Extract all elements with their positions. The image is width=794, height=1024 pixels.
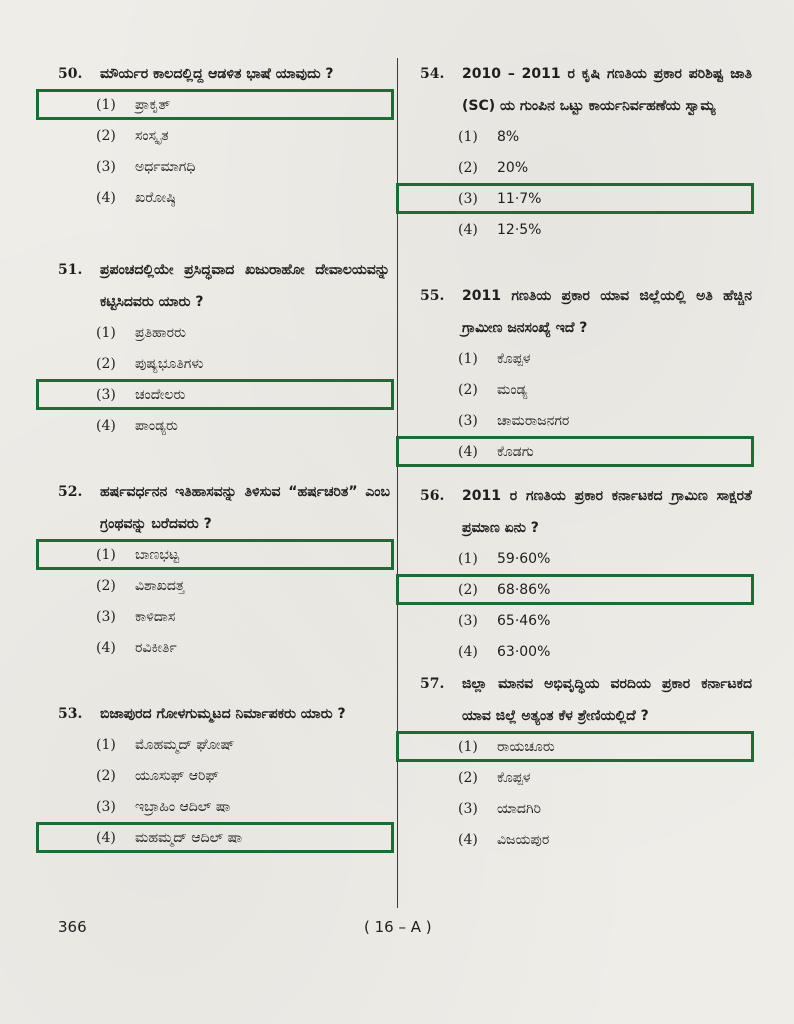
- question-50: [40, 58, 390, 214]
- option-correct: [40, 823, 390, 854]
- option-text: 12·5%: [497, 222, 542, 238]
- question-text: 2011 ಗಣತಿಯ ಪ್ರಕಾರ ಯಾವ ಜಿಲ್ಲೆಯಲ್ಲಿ ಅತಿ ಹೆಚ್ಚಿನ ಗ್ರಾಮೀಣ ಜನಸಂಖ್ಯೆ ಇದೆ ?: [462, 288, 752, 336]
- option-text: ವಿಶಾಖದತ್ತ: [135, 578, 185, 594]
- option-text: ಯಾದಗಿರಿ: [497, 801, 542, 817]
- option-number: (3): [458, 191, 478, 207]
- booklet-code: ( 16 – A ): [364, 918, 432, 936]
- option: [402, 637, 752, 668]
- option: [40, 633, 390, 664]
- question-52: [40, 476, 390, 664]
- question-text: ಬಿಜಾಪುರದ ಗೋಳಗುಮ್ಮಟದ ನಿರ್ಮಾಪಕರು ಯಾರು ?: [100, 706, 346, 722]
- option-number: (1): [458, 351, 478, 367]
- option: [402, 406, 752, 437]
- question-55: [402, 280, 752, 468]
- question-number: 50.: [58, 66, 83, 82]
- option-number: (2): [96, 768, 116, 784]
- option-text: ವಿಜಯಪುರ: [497, 832, 550, 848]
- option-number: (4): [96, 830, 116, 846]
- option-number: (1): [96, 97, 116, 113]
- option-text: ಖರೋಷ್ಠಿ: [135, 190, 176, 206]
- page-number: 366: [58, 918, 87, 936]
- option-text: 8%: [497, 129, 520, 145]
- option-number: (1): [96, 547, 116, 563]
- question-text: 2010 – 2011 ರ ಕೃಷಿ ಗಣತಿಯ ಪ್ರಕಾರ ಪರಿಶಿಷ್ಟ ಜಾತಿ (SC) ಯ ಗುಂಪಿನ ಒಟ್ಟು ಕಾರ್ಯನಿರ್ವಹಣೆಯ ಸ್ವಾಮ್ಯ: [462, 66, 752, 114]
- question-53: [40, 698, 390, 854]
- question-number: 51.: [58, 262, 83, 278]
- option: [40, 318, 390, 349]
- question-number: 57.: [420, 676, 445, 692]
- question-54: [402, 58, 752, 246]
- option-text: ಪುಷ್ಯಭೂತಿಗಳು: [135, 356, 204, 372]
- option-number: (3): [96, 159, 116, 175]
- option: [402, 763, 752, 794]
- option-text: 65·46%: [497, 613, 551, 629]
- option: [402, 606, 752, 637]
- option-text: ಯೂಸುಫ್ ಆರಿಫ್: [135, 768, 219, 784]
- option-number: (2): [96, 356, 116, 372]
- option: [40, 602, 390, 633]
- option: [40, 349, 390, 380]
- question-number: 52.: [58, 484, 83, 500]
- option-text: ಕೊಪ್ಪಳ: [497, 770, 531, 786]
- option-text: ರವಿಕೀರ್ತಿ: [135, 640, 177, 656]
- option: [402, 344, 752, 375]
- question-51: [40, 254, 390, 442]
- option-text: ಚಾಮರಾಜನಗರ: [497, 413, 570, 429]
- option: [402, 375, 752, 406]
- question-header: [402, 280, 752, 344]
- option-correct: [40, 380, 390, 411]
- option-text: ಪ್ರಾಕೃತ್: [135, 97, 171, 113]
- option-text: ಮಹಮ್ಮದ್ ಆದಿಲ್ ಷಾ: [135, 830, 243, 846]
- option-text: ಪಾಂಡ್ಯರು: [135, 418, 178, 434]
- option-correct: [402, 732, 752, 763]
- option-text: ರಾಯಚೂರು: [497, 739, 555, 755]
- option-correct: [402, 184, 752, 215]
- option-correct: [402, 575, 752, 606]
- option-text: ಪ್ರತಿಹಾರರು: [135, 325, 186, 341]
- option-number: (1): [458, 739, 478, 755]
- option-number: (3): [458, 413, 478, 429]
- question-57: [402, 668, 752, 856]
- option-text: ಕಾಳಿದಾಸ: [135, 609, 176, 625]
- option-number: (3): [96, 799, 116, 815]
- option-text: 20%: [497, 160, 529, 176]
- question-number: 56.: [420, 488, 445, 504]
- option-correct: [402, 437, 752, 468]
- option-number: (3): [458, 613, 478, 629]
- option: [40, 792, 390, 823]
- option-number: (4): [458, 444, 478, 460]
- option-text: 63·00%: [497, 644, 551, 660]
- question-text: 2011 ರ ಗಣತಿಯ ಪ್ರಕಾರ ಕರ್ನಾಟಕದ ಗ್ರಾಮಿಣ ಸಾಕ್ಷರತೆ ಪ್ರಮಾಣ ಏನು ?: [462, 488, 752, 536]
- option-number: (3): [458, 801, 478, 817]
- question-header: [40, 476, 390, 540]
- option-number: (1): [458, 129, 478, 145]
- option-text: ಇಬ್ರಾಹಿಂ ಆದಿಲ್ ಷಾ: [135, 799, 231, 815]
- option-text: ಮೊಹಮ್ಮದ್ ಘೋಷ್: [135, 737, 235, 753]
- option-number: (1): [458, 551, 478, 567]
- option-text: ಸಂಸ್ಕೃತ: [135, 128, 169, 144]
- option: [40, 411, 390, 442]
- question-number: 54.: [420, 66, 445, 82]
- option: [402, 215, 752, 246]
- option: [40, 761, 390, 792]
- option-number: (4): [458, 222, 478, 238]
- option-correct: [40, 90, 390, 121]
- question-text: ಹರ್ಷವರ್ಧನನ ಇತಿಹಾಸವನ್ನು ತಿಳಿಸುವ “ಹರ್ಷಚರಿತ” ಎಂಬ ಗ್ರಂಥವನ್ನು ಬರೆದವರು ?: [100, 484, 390, 532]
- option: [40, 121, 390, 152]
- option-text: ಅರ್ಧಮಾಗಧಿ: [135, 159, 196, 175]
- question-56: [402, 480, 752, 668]
- option-number: (4): [96, 640, 116, 656]
- option-number: (4): [96, 190, 116, 206]
- question-number: 53.: [58, 706, 83, 722]
- option-text: 11·7%: [497, 191, 542, 207]
- option-text: ಮಂಡ್ಯ: [497, 382, 528, 398]
- question-header: [402, 668, 752, 732]
- option-text: ಕೊಡಗು: [497, 444, 534, 460]
- option-text: ಬಾಣಭಟ್ಟ: [135, 547, 180, 563]
- option-number: (2): [458, 770, 478, 786]
- option-number: (2): [458, 160, 478, 176]
- question-text: ಪ್ರಪಂಚದಲ್ಲಿಯೇ ಪ್ರಸಿದ್ಧವಾದ ಖಜುರಾಹೋ ದೇವಾಲಯವನ್ನು ಕಟ್ಟಿಸಿದವರು ಯಾರು ?: [100, 262, 390, 310]
- option-number: (3): [96, 387, 116, 403]
- option-number: (2): [458, 382, 478, 398]
- option: [40, 152, 390, 183]
- option-number: (3): [96, 609, 116, 625]
- option: [402, 153, 752, 184]
- question-header: [402, 480, 752, 544]
- option: [40, 730, 390, 761]
- question-text: ಮೌರ್ಯರ ಕಾಲದಲ್ಲಿದ್ದ ಆಡಳಿತ ಭಾಷೆ ಯಾವುದು ?: [100, 66, 334, 82]
- option-number: (1): [96, 325, 116, 341]
- option-number: (2): [458, 582, 478, 598]
- option: [40, 571, 390, 602]
- option: [402, 544, 752, 575]
- option: [402, 825, 752, 856]
- option-number: (4): [458, 644, 478, 660]
- option-number: (1): [96, 737, 116, 753]
- question-number: 55.: [420, 288, 445, 304]
- option-text: 59·60%: [497, 551, 551, 567]
- option-text: ಚಂದೇಲರು: [135, 387, 186, 403]
- question-header: [402, 58, 752, 122]
- option-number: (4): [458, 832, 478, 848]
- option: [402, 794, 752, 825]
- option-number: (4): [96, 418, 116, 434]
- option-text: 68·86%: [497, 582, 551, 598]
- option-correct: [40, 540, 390, 571]
- option: [40, 183, 390, 214]
- option-text: ಕೊಪ್ಪಳ: [497, 351, 531, 367]
- question-header: [40, 698, 390, 730]
- question-header: [40, 58, 390, 90]
- option-number: (2): [96, 578, 116, 594]
- option: [402, 122, 752, 153]
- option-number: (2): [96, 128, 116, 144]
- question-header: [40, 254, 390, 318]
- question-text: ಜಿಲ್ಲಾ ಮಾನವ ಅಭಿವೃದ್ಧಿಯ ವರದಿಯ ಪ್ರಕಾರ ಕರ್ನಾಟಕದ ಯಾವ ಜಿಲ್ಲೆ ಅತ್ಯಂತ ಕೆಳ ಶ್ರೇಣಿಯಲ್ಲಿದೆ ?: [462, 676, 752, 724]
